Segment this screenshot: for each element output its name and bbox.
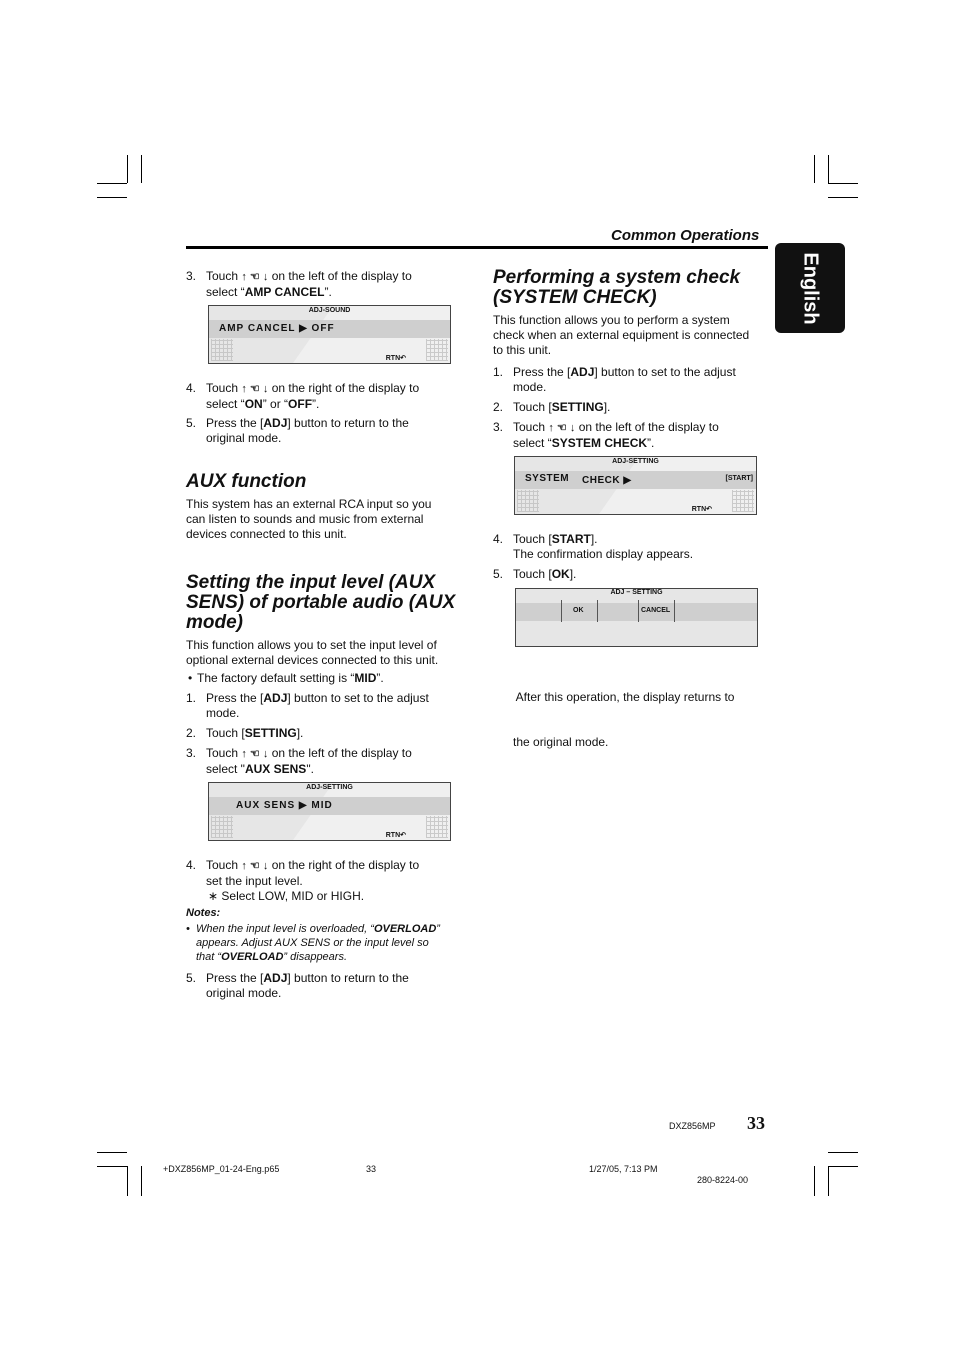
- adj-label: ADJ: [263, 416, 288, 430]
- text: Touch: [206, 269, 239, 283]
- text: mode.: [206, 706, 240, 720]
- text: on the left of the display to: [578, 420, 719, 434]
- heading-line: mode): [186, 612, 243, 633]
- text: mode.: [513, 380, 547, 394]
- off-label: OFF: [288, 397, 313, 411]
- lcd-header: ADJ-SETTING: [612, 458, 659, 465]
- lcd-band: [516, 603, 757, 621]
- text-line: After this operation, the display returns to: [513, 690, 735, 704]
- model-label: DXZ856MP: [669, 1121, 716, 1131]
- arrow-touch-icon: ↑ ☜ ↓: [241, 748, 269, 760]
- text-line: This function allows you to set the input level of: [186, 638, 437, 652]
- arrow-touch-icon: ↑ ☜ ↓: [548, 422, 576, 434]
- lcd-grid: [211, 816, 233, 838]
- step-number: 5.: [493, 567, 504, 581]
- aux-sens-label: AUX SENS: [244, 762, 307, 776]
- amp-cancel-label: AMP CANCEL: [244, 285, 325, 299]
- text: ”.: [376, 671, 384, 685]
- text: ”.: [647, 436, 655, 450]
- arrow-touch-icon: ↑ ☜ ↓: [241, 860, 269, 872]
- lcd-header: ADJ – SETTING: [610, 589, 663, 596]
- page-number: 33: [747, 1113, 765, 1133]
- text: ].: [296, 726, 304, 740]
- text: ] button to return to the: [287, 971, 409, 985]
- rtn-label: RTN↶: [385, 832, 406, 839]
- rtn-label: RTN↶: [385, 355, 406, 362]
- crop-mark: [828, 1152, 858, 1153]
- text: ].: [590, 532, 598, 546]
- text: Touch [: [206, 726, 245, 740]
- notes-title: Notes:: [186, 907, 221, 919]
- crop-mark: [97, 183, 127, 184]
- arrow-touch-icon: ↑ ☜ ↓: [241, 271, 269, 283]
- crop-mark: [97, 1152, 127, 1153]
- after-text: [513, 660, 793, 765]
- text: The confirmation display appears.: [513, 547, 694, 561]
- crop-mark: [828, 1166, 829, 1196]
- step-number: 3.: [493, 420, 504, 434]
- rtn-label: RTN↶: [691, 506, 712, 513]
- text-line: can listen to sounds and music from external: [186, 512, 424, 526]
- text: select “: [513, 436, 552, 450]
- text: ].: [569, 567, 577, 581]
- file-name: +DXZ856MP_01-24-Eng.p65: [163, 1164, 280, 1174]
- lcd-grid: [517, 490, 539, 512]
- lcd-grid: [426, 816, 448, 838]
- text-line: to this unit.: [493, 343, 552, 357]
- lcd-text: AMP CANCEL ▶ OFF: [219, 323, 335, 334]
- crop-mark: [828, 155, 829, 183]
- system-check-label: SYSTEM CHECK: [551, 436, 648, 450]
- text: Touch: [206, 381, 239, 395]
- text: appears. Adjust AUX SENS or the input level so: [196, 937, 429, 949]
- crop-mark: [97, 1166, 127, 1167]
- adj-label: ADJ: [570, 365, 595, 379]
- text: ”.: [324, 285, 332, 299]
- arrow-touch-icon: ↑ ☜ ↓: [241, 383, 269, 395]
- text: set the input level.: [206, 874, 303, 888]
- crop-mark: [828, 183, 858, 184]
- crop-mark: [141, 155, 142, 183]
- language-tab: [775, 243, 845, 333]
- step-number: 4.: [186, 858, 197, 872]
- lcd-text: AUX SENS ▶ MID: [236, 800, 333, 811]
- text-line: This function allows you to perform a system: [493, 313, 730, 327]
- text: ] button to set to the adjust: [287, 691, 429, 705]
- step-number: 5.: [186, 971, 197, 985]
- lcd-confirm: [515, 588, 758, 647]
- page-number-small: 33: [366, 1164, 377, 1174]
- text: ” or “: [262, 397, 289, 411]
- section-title: Common Operations: [611, 227, 760, 244]
- lcd-aux-sens: [208, 782, 451, 841]
- text-line: devices connected to this unit.: [186, 527, 347, 541]
- text-line: optional external devices connected to this unit.: [186, 653, 439, 667]
- text: When the input level is overloaded, “: [196, 923, 374, 935]
- text: Press the [: [206, 691, 264, 705]
- adj-label: ADJ: [263, 691, 288, 705]
- aux-sens-heading: [186, 573, 455, 633]
- crop-mark: [127, 1166, 128, 1196]
- text: Touch: [206, 858, 239, 872]
- text: ] button to set to the adjust: [594, 365, 736, 379]
- setting-label: SETTING: [551, 400, 604, 414]
- text: on the right of the display to: [271, 381, 420, 395]
- step-number: 3.: [186, 746, 197, 760]
- lcd-amp-cancel: [208, 305, 451, 364]
- cancel-button-label: CANCEL: [641, 607, 671, 614]
- text: Touch [: [513, 532, 552, 546]
- part-code: 280-8224-00: [697, 1175, 749, 1185]
- crop-mark: [814, 155, 815, 183]
- crop-mark: [814, 1166, 815, 1196]
- on-label: ON: [244, 397, 263, 411]
- text-line: the original mode.: [513, 735, 609, 749]
- lcd-text: SYSTEM: [525, 473, 570, 484]
- notes-body: [186, 922, 440, 963]
- crop-mark: [127, 155, 128, 183]
- bullet: •: [186, 923, 190, 935]
- overload-label: OVERLOAD: [373, 923, 437, 935]
- text: ].: [603, 400, 611, 414]
- step-number: 1.: [493, 365, 504, 379]
- text: select “: [206, 397, 245, 411]
- heading-line: (SYSTEM CHECK): [493, 287, 657, 308]
- aux-function-body: [186, 497, 466, 542]
- text: Touch: [206, 746, 239, 760]
- overload-label: OVERLOAD: [221, 951, 284, 963]
- text: Touch: [513, 420, 546, 434]
- lcd-text: CHECK ▶: [582, 475, 632, 486]
- text: original mode.: [206, 431, 282, 445]
- header-rule: [186, 246, 768, 249]
- text: on the left of the display to: [271, 269, 412, 283]
- start-label: START: [551, 532, 591, 546]
- text: ∗ Select LOW, MID or HIGH.: [208, 889, 365, 903]
- text: on the right of the display to: [271, 858, 420, 872]
- step-number: 4.: [493, 532, 504, 546]
- crop-mark: [97, 197, 127, 198]
- setting-label: SETTING: [244, 726, 297, 740]
- step-number: 2.: [186, 726, 197, 740]
- heading-line: SENS) of portable audio (AUX: [186, 592, 456, 613]
- text: Press the [: [206, 416, 264, 430]
- step-number: 1.: [186, 691, 197, 705]
- aux-function-heading: AUX function: [186, 471, 307, 492]
- bullet: •: [188, 671, 193, 685]
- step-number: 4.: [186, 381, 197, 395]
- lcd-grid: [211, 339, 233, 361]
- aux-sens-body: [186, 638, 466, 668]
- text: ” disappears.: [283, 951, 348, 963]
- text: The factory default setting is “: [197, 671, 355, 685]
- lcd-grid: [732, 490, 754, 512]
- print-date: 1/27/05, 7:13 PM: [589, 1164, 658, 1174]
- text: Touch [: [513, 400, 552, 414]
- text: on the left of the display to: [271, 746, 412, 760]
- text: ”.: [312, 397, 320, 411]
- text: that “: [196, 951, 222, 963]
- text: Press the [: [513, 365, 571, 379]
- lcd-grid: [426, 339, 448, 361]
- text: select “: [206, 285, 245, 299]
- crop-mark: [828, 1166, 858, 1167]
- text: ”: [436, 923, 440, 935]
- lcd-system-check: [514, 456, 757, 515]
- mid-label: MID: [354, 671, 377, 685]
- text: Touch [: [513, 567, 552, 581]
- crop-mark: [141, 1166, 142, 1196]
- text: Press the [: [206, 971, 264, 985]
- system-check-body: [493, 313, 773, 358]
- heading-line: Performing a system check: [493, 267, 741, 288]
- ok-label: OK: [551, 567, 570, 581]
- text: select ": [206, 762, 245, 776]
- step-number: 3.: [186, 269, 197, 283]
- lcd-header: ADJ-SOUND: [308, 307, 351, 314]
- adj-label: ADJ: [263, 971, 288, 985]
- start-button-label: [START]: [725, 475, 753, 482]
- text-line: This system has an external RCA input so you: [186, 497, 432, 511]
- system-check-heading: [493, 268, 740, 308]
- heading-line: Setting the input level (AUX: [186, 572, 436, 593]
- step-number: 2.: [493, 400, 504, 414]
- language-tab-label: English: [799, 251, 822, 325]
- ok-button-label: OK: [573, 607, 584, 614]
- text: ".: [306, 762, 314, 776]
- text: ] button to return to the: [287, 416, 409, 430]
- crop-mark: [828, 197, 858, 198]
- text: original mode.: [206, 986, 282, 1000]
- text-line: check when an external equipment is connected: [493, 328, 750, 342]
- lcd-header: ADJ-SETTING: [306, 784, 353, 791]
- step-number: 5.: [186, 416, 197, 430]
